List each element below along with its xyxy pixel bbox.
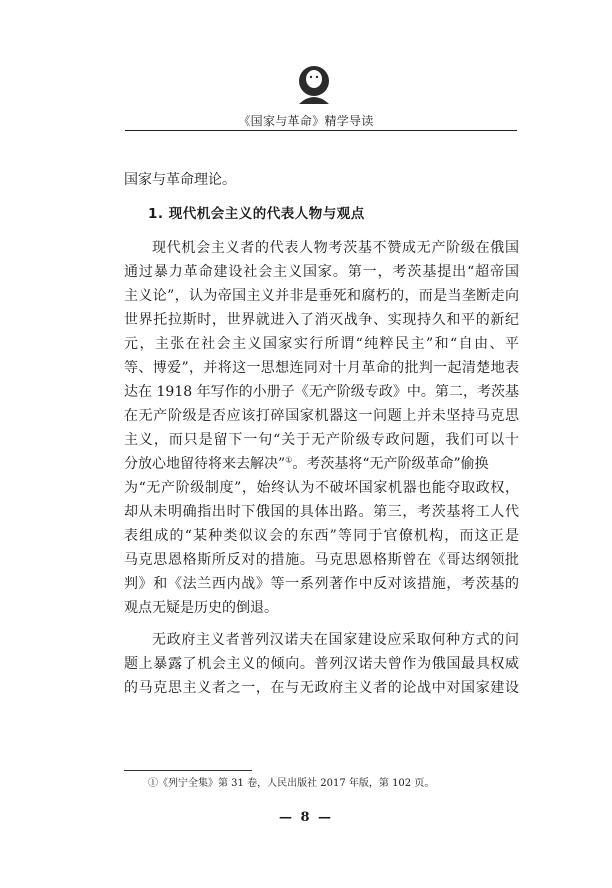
footnote-divider xyxy=(124,770,252,771)
paragraph-line: 元，主张在社会主义国家实行所谓“纯粹民主”和“自由、平 xyxy=(124,336,519,352)
paragraph-line: 在无产阶级是否应该打碎国家机器这一问题上并未坚持马克思 xyxy=(124,408,519,424)
paragraph-text: 。考茨基将“无产阶级革命”偷换 xyxy=(292,456,489,472)
paragraph-line: 观点无疑是历史的倒退。 xyxy=(124,600,278,616)
paragraph-text: 分放心地留待将来去解决” xyxy=(124,456,286,472)
paragraph-line: 主义论”，认为帝国主义并非是垂死和腐朽的，而是当垄断走向 xyxy=(124,288,519,304)
paragraph-line: 为“无产阶级制度”，始终认为不破坏国家机器也能夺取政权， xyxy=(124,480,519,496)
paragraph-line: 题上暴露了机会主义的倾向。普列汉诺夫曾作为俄国最具权威 xyxy=(124,656,519,672)
paragraph-line: 等、博爱”，并将这一思想连同对十月革命的批判一起清楚地表 xyxy=(124,360,519,376)
marx-portrait-icon xyxy=(297,64,331,104)
page-number: — 8 — xyxy=(278,810,334,825)
paragraph-line: 马克思恩格斯所反对的措施。马克思恩格斯曾在《哥达纲领批 xyxy=(124,552,519,568)
footnote-reference[interactable]: ① xyxy=(285,455,293,465)
footnote-text: ①《列宁全集》第 31 卷，人民出版社 2017 年版，第 102 页。 xyxy=(148,778,435,789)
paragraph-line: 达在 1918 年写作的小册子《无产阶级专政》中。第二，考茨基 xyxy=(124,384,519,400)
paragraph-line: 判》和《法兰西内战》等一系列著作中反对该措施，考茨基的 xyxy=(124,576,519,592)
paragraph-line: 现代机会主义者的代表人物考茨基不赞成无产阶级在俄国 xyxy=(152,240,519,256)
paragraph-line: 通过暴力革命建设社会主义国家。第一，考茨基提出“超帝国 xyxy=(124,264,519,280)
paragraph-line-with-footnote xyxy=(124,454,519,474)
section-heading: 1. 现代机会主义的代表人物与观点 xyxy=(148,206,365,222)
paragraph-line: 表组成的“某种类似议会的东西”等同于官僚机构，而这正是 xyxy=(124,528,519,544)
header-divider xyxy=(125,130,517,131)
paragraph-line: 无政府主义者普列汉诺夫在国家建设应采取何种方式的问 xyxy=(152,632,519,648)
running-header-title: 《国家与革命》精学导读 xyxy=(238,114,374,128)
paragraph-line: 却从未明确指出时下俄国的具体出路。第三，考茨基将工人代 xyxy=(124,504,519,520)
paragraph-line: 主义，而只是留下一句“关于无产阶级专政问题，我们可以十 xyxy=(124,432,519,448)
paragraph-line: 世界托拉斯时，世界就进入了消灭战争、实现持久和平的新纪 xyxy=(124,312,519,328)
paragraph-line: 的马克思主义者之一，在与无政府主义者的论战中对国家建设 xyxy=(124,680,519,696)
opening-line: 国家与革命理论。 xyxy=(124,172,236,188)
